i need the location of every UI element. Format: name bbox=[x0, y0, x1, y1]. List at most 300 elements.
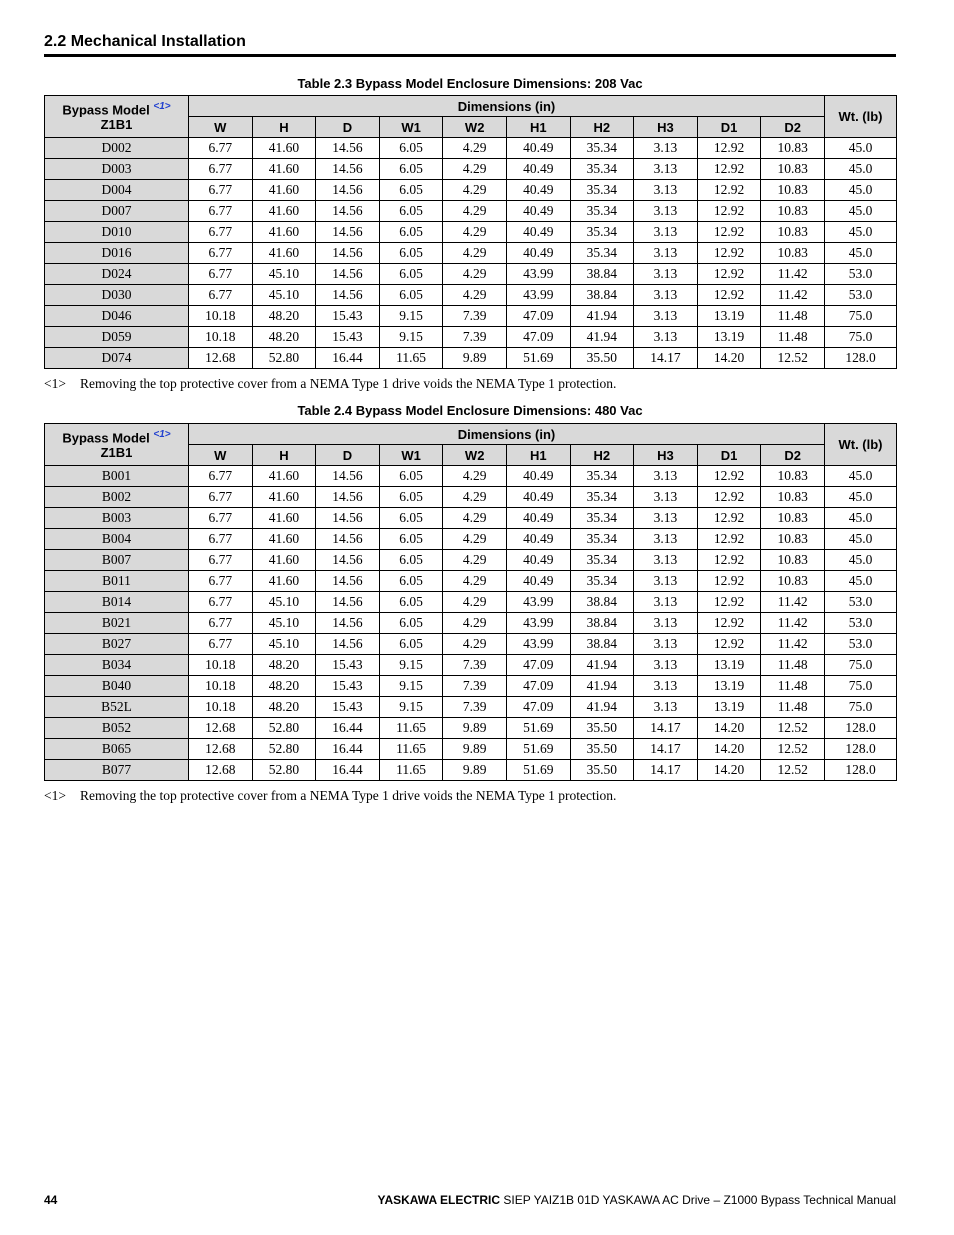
value-cell: 11.42 bbox=[761, 592, 825, 613]
model-header-line1: Bypass Model bbox=[62, 430, 150, 446]
dimensions-table-480 bbox=[44, 423, 897, 781]
table-note-480 bbox=[44, 788, 896, 804]
column-header: H2 bbox=[570, 445, 634, 466]
value-cell: 6.05 bbox=[379, 487, 443, 508]
value-cell: 11.42 bbox=[761, 613, 825, 634]
note-reference-link[interactable]: <1> bbox=[153, 428, 171, 440]
value-cell: 45.0 bbox=[825, 159, 897, 180]
value-cell: 35.34 bbox=[570, 466, 634, 487]
value-cell: 13.19 bbox=[697, 697, 761, 718]
value-cell: 75.0 bbox=[825, 306, 897, 327]
value-cell: 6.05 bbox=[379, 285, 443, 306]
value-cell: 14.17 bbox=[634, 760, 698, 781]
table-row bbox=[45, 222, 897, 243]
value-cell: 10.83 bbox=[761, 466, 825, 487]
value-cell: 41.60 bbox=[252, 201, 316, 222]
value-cell: 7.39 bbox=[443, 655, 507, 676]
value-cell: 11.65 bbox=[379, 739, 443, 760]
value-cell: 4.29 bbox=[443, 508, 507, 529]
model-cell: B065 bbox=[45, 739, 189, 760]
table-row bbox=[45, 613, 897, 634]
value-cell: 48.20 bbox=[252, 697, 316, 718]
value-cell: 40.49 bbox=[506, 222, 570, 243]
value-cell: 7.39 bbox=[443, 697, 507, 718]
model-cell: B021 bbox=[45, 613, 189, 634]
value-cell: 128.0 bbox=[825, 718, 897, 739]
model-cell: B034 bbox=[45, 655, 189, 676]
model-header-line2: Z1B1 bbox=[100, 117, 133, 133]
value-cell: 6.77 bbox=[189, 550, 253, 571]
footer-doc-title: SIEP YAIZ1B 01D YASKAWA AC Drive – Z1000 Bypass Technical Manual bbox=[500, 1193, 896, 1207]
section-title: 2.2 Mechanical Installation bbox=[44, 33, 896, 57]
value-cell: 75.0 bbox=[825, 676, 897, 697]
value-cell: 53.0 bbox=[825, 592, 897, 613]
table-caption-480: Table 2.4 Bypass Model Enclosure Dimensions: 480 Vac bbox=[297, 403, 643, 418]
value-cell: 128.0 bbox=[825, 760, 897, 781]
value-cell: 15.43 bbox=[316, 697, 380, 718]
value-cell: 35.50 bbox=[570, 739, 634, 760]
value-cell: 48.20 bbox=[252, 306, 316, 327]
value-cell: 10.83 bbox=[761, 550, 825, 571]
value-cell: 15.43 bbox=[316, 327, 380, 348]
value-cell: 9.15 bbox=[379, 655, 443, 676]
table-row bbox=[45, 243, 897, 264]
value-cell: 14.56 bbox=[316, 571, 380, 592]
weight-header: Wt. (lb) bbox=[825, 424, 897, 466]
value-cell: 12.68 bbox=[189, 718, 253, 739]
value-cell: 3.13 bbox=[634, 138, 698, 159]
value-cell: 6.77 bbox=[189, 285, 253, 306]
value-cell: 40.49 bbox=[506, 487, 570, 508]
value-cell: 12.92 bbox=[697, 487, 761, 508]
value-cell: 12.92 bbox=[697, 138, 761, 159]
value-cell: 12.92 bbox=[697, 285, 761, 306]
value-cell: 41.60 bbox=[252, 571, 316, 592]
value-cell: 52.80 bbox=[252, 718, 316, 739]
value-cell: 40.49 bbox=[506, 571, 570, 592]
footer-doc-info bbox=[378, 1193, 896, 1207]
value-cell: 45.0 bbox=[825, 529, 897, 550]
model-header bbox=[45, 424, 189, 466]
table-row bbox=[45, 508, 897, 529]
model-cell: B040 bbox=[45, 676, 189, 697]
value-cell: 14.56 bbox=[316, 159, 380, 180]
value-cell: 10.83 bbox=[761, 138, 825, 159]
value-cell: 41.60 bbox=[252, 529, 316, 550]
value-cell: 41.60 bbox=[252, 487, 316, 508]
column-header: D1 bbox=[697, 445, 761, 466]
value-cell: 16.44 bbox=[316, 718, 380, 739]
value-cell: 6.77 bbox=[189, 613, 253, 634]
value-cell: 12.68 bbox=[189, 760, 253, 781]
column-header: D2 bbox=[761, 117, 825, 138]
value-cell: 4.29 bbox=[443, 243, 507, 264]
value-cell: 12.92 bbox=[697, 180, 761, 201]
column-header: D bbox=[316, 445, 380, 466]
value-cell: 43.99 bbox=[506, 592, 570, 613]
value-cell: 41.60 bbox=[252, 159, 316, 180]
value-cell: 10.83 bbox=[761, 571, 825, 592]
value-cell: 75.0 bbox=[825, 655, 897, 676]
value-cell: 6.77 bbox=[189, 487, 253, 508]
column-header: D2 bbox=[761, 445, 825, 466]
value-cell: 35.34 bbox=[570, 550, 634, 571]
note-reference-link[interactable]: <1> bbox=[153, 100, 171, 112]
table-row bbox=[45, 592, 897, 613]
value-cell: 6.05 bbox=[379, 508, 443, 529]
value-cell: 16.44 bbox=[316, 739, 380, 760]
value-cell: 12.92 bbox=[697, 201, 761, 222]
value-cell: 9.15 bbox=[379, 697, 443, 718]
value-cell: 9.89 bbox=[443, 739, 507, 760]
value-cell: 13.19 bbox=[697, 306, 761, 327]
value-cell: 38.84 bbox=[570, 285, 634, 306]
value-cell: 12.52 bbox=[761, 348, 825, 369]
value-cell: 11.42 bbox=[761, 264, 825, 285]
value-cell: 52.80 bbox=[252, 760, 316, 781]
table-row bbox=[45, 676, 897, 697]
value-cell: 41.94 bbox=[570, 697, 634, 718]
value-cell: 41.60 bbox=[252, 180, 316, 201]
value-cell: 10.83 bbox=[761, 243, 825, 264]
value-cell: 6.05 bbox=[379, 571, 443, 592]
value-cell: 4.29 bbox=[443, 285, 507, 306]
value-cell: 4.29 bbox=[443, 180, 507, 201]
value-cell: 4.29 bbox=[443, 201, 507, 222]
value-cell: 47.09 bbox=[506, 655, 570, 676]
table-caption-208: Table 2.3 Bypass Model Enclosure Dimensions: 208 Vac bbox=[297, 76, 643, 91]
table-body bbox=[45, 138, 897, 369]
value-cell: 47.09 bbox=[506, 306, 570, 327]
value-cell: 45.0 bbox=[825, 180, 897, 201]
value-cell: 45.10 bbox=[252, 285, 316, 306]
value-cell: 12.52 bbox=[761, 718, 825, 739]
value-cell: 3.13 bbox=[634, 508, 698, 529]
value-cell: 35.34 bbox=[570, 487, 634, 508]
value-cell: 40.49 bbox=[506, 180, 570, 201]
value-cell: 3.13 bbox=[634, 159, 698, 180]
value-cell: 51.69 bbox=[506, 739, 570, 760]
model-cell: D004 bbox=[45, 180, 189, 201]
model-cell: D003 bbox=[45, 159, 189, 180]
value-cell: 4.29 bbox=[443, 487, 507, 508]
table-row bbox=[45, 285, 897, 306]
page-number: 44 bbox=[44, 1193, 58, 1207]
value-cell: 6.05 bbox=[379, 550, 443, 571]
column-header: W2 bbox=[443, 445, 507, 466]
model-cell: D002 bbox=[45, 138, 189, 159]
value-cell: 10.83 bbox=[761, 159, 825, 180]
value-cell: 4.29 bbox=[443, 529, 507, 550]
value-cell: 3.13 bbox=[634, 676, 698, 697]
value-cell: 11.48 bbox=[761, 655, 825, 676]
value-cell: 6.77 bbox=[189, 529, 253, 550]
value-cell: 3.13 bbox=[634, 550, 698, 571]
value-cell: 14.56 bbox=[316, 529, 380, 550]
value-cell: 45.10 bbox=[252, 592, 316, 613]
value-cell: 45.0 bbox=[825, 243, 897, 264]
value-cell: 11.48 bbox=[761, 697, 825, 718]
value-cell: 12.68 bbox=[189, 348, 253, 369]
model-header-line2: Z1B1 bbox=[100, 445, 133, 461]
value-cell: 12.92 bbox=[697, 592, 761, 613]
value-cell: 6.05 bbox=[379, 138, 443, 159]
value-cell: 35.34 bbox=[570, 180, 634, 201]
value-cell: 6.77 bbox=[189, 159, 253, 180]
value-cell: 12.52 bbox=[761, 760, 825, 781]
value-cell: 45.0 bbox=[825, 222, 897, 243]
note-text: Removing the top protective cover from a NEMA Type 1 drive voids the NEMA Type 1 protection. bbox=[80, 376, 617, 391]
value-cell: 12.52 bbox=[761, 739, 825, 760]
value-cell: 10.18 bbox=[189, 676, 253, 697]
value-cell: 53.0 bbox=[825, 264, 897, 285]
value-cell: 10.18 bbox=[189, 655, 253, 676]
value-cell: 10.83 bbox=[761, 201, 825, 222]
value-cell: 6.05 bbox=[379, 180, 443, 201]
value-cell: 12.92 bbox=[697, 243, 761, 264]
model-cell: B003 bbox=[45, 508, 189, 529]
value-cell: 48.20 bbox=[252, 676, 316, 697]
value-cell: 11.65 bbox=[379, 348, 443, 369]
value-cell: 14.17 bbox=[634, 739, 698, 760]
value-cell: 14.56 bbox=[316, 634, 380, 655]
value-cell: 11.65 bbox=[379, 760, 443, 781]
value-cell: 41.94 bbox=[570, 327, 634, 348]
value-cell: 6.05 bbox=[379, 529, 443, 550]
value-cell: 13.19 bbox=[697, 676, 761, 697]
dimensions-header: Dimensions (in) bbox=[189, 424, 825, 445]
value-cell: 9.89 bbox=[443, 348, 507, 369]
column-header: H1 bbox=[506, 117, 570, 138]
value-cell: 3.13 bbox=[634, 529, 698, 550]
value-cell: 6.05 bbox=[379, 466, 443, 487]
model-cell: D059 bbox=[45, 327, 189, 348]
value-cell: 128.0 bbox=[825, 348, 897, 369]
value-cell: 10.83 bbox=[761, 487, 825, 508]
table-row bbox=[45, 466, 897, 487]
value-cell: 38.84 bbox=[570, 634, 634, 655]
value-cell: 12.92 bbox=[697, 550, 761, 571]
value-cell: 47.09 bbox=[506, 327, 570, 348]
value-cell: 15.43 bbox=[316, 306, 380, 327]
value-cell: 14.56 bbox=[316, 243, 380, 264]
value-cell: 14.56 bbox=[316, 138, 380, 159]
value-cell: 6.77 bbox=[189, 592, 253, 613]
value-cell: 14.17 bbox=[634, 718, 698, 739]
column-header: H2 bbox=[570, 117, 634, 138]
column-header: H3 bbox=[634, 117, 698, 138]
value-cell: 3.13 bbox=[634, 222, 698, 243]
table-row bbox=[45, 180, 897, 201]
column-header: H1 bbox=[506, 445, 570, 466]
value-cell: 12.92 bbox=[697, 529, 761, 550]
value-cell: 11.42 bbox=[761, 634, 825, 655]
model-cell: D007 bbox=[45, 201, 189, 222]
column-header: W1 bbox=[379, 445, 443, 466]
column-header: W bbox=[189, 117, 253, 138]
value-cell: 14.17 bbox=[634, 348, 698, 369]
value-cell: 45.0 bbox=[825, 550, 897, 571]
table-row bbox=[45, 550, 897, 571]
table-row bbox=[45, 529, 897, 550]
value-cell: 6.05 bbox=[379, 243, 443, 264]
value-cell: 48.20 bbox=[252, 655, 316, 676]
value-cell: 6.77 bbox=[189, 466, 253, 487]
value-cell: 38.84 bbox=[570, 613, 634, 634]
value-cell: 45.0 bbox=[825, 508, 897, 529]
value-cell: 3.13 bbox=[634, 655, 698, 676]
value-cell: 9.15 bbox=[379, 306, 443, 327]
value-cell: 128.0 bbox=[825, 739, 897, 760]
value-cell: 45.10 bbox=[252, 613, 316, 634]
value-cell: 45.0 bbox=[825, 201, 897, 222]
value-cell: 6.77 bbox=[189, 508, 253, 529]
value-cell: 6.05 bbox=[379, 159, 443, 180]
value-cell: 9.15 bbox=[379, 327, 443, 348]
value-cell: 45.0 bbox=[825, 466, 897, 487]
value-cell: 13.19 bbox=[697, 655, 761, 676]
value-cell: 7.39 bbox=[443, 327, 507, 348]
value-cell: 45.0 bbox=[825, 571, 897, 592]
value-cell: 35.34 bbox=[570, 571, 634, 592]
value-cell: 40.49 bbox=[506, 138, 570, 159]
table-row bbox=[45, 138, 897, 159]
value-cell: 41.60 bbox=[252, 138, 316, 159]
model-cell: D074 bbox=[45, 348, 189, 369]
page-footer bbox=[44, 1193, 896, 1207]
note-tag: <1> bbox=[44, 788, 66, 803]
value-cell: 6.05 bbox=[379, 613, 443, 634]
value-cell: 43.99 bbox=[506, 634, 570, 655]
value-cell: 41.60 bbox=[252, 243, 316, 264]
value-cell: 6.05 bbox=[379, 264, 443, 285]
value-cell: 11.48 bbox=[761, 327, 825, 348]
table-note-208 bbox=[44, 376, 896, 392]
model-cell: D010 bbox=[45, 222, 189, 243]
value-cell: 53.0 bbox=[825, 285, 897, 306]
value-cell: 10.18 bbox=[189, 697, 253, 718]
table-row bbox=[45, 634, 897, 655]
value-cell: 48.20 bbox=[252, 327, 316, 348]
table-row bbox=[45, 306, 897, 327]
value-cell: 12.92 bbox=[697, 222, 761, 243]
value-cell: 35.34 bbox=[570, 159, 634, 180]
value-cell: 4.29 bbox=[443, 634, 507, 655]
value-cell: 3.13 bbox=[634, 201, 698, 222]
table-row bbox=[45, 571, 897, 592]
value-cell: 38.84 bbox=[570, 264, 634, 285]
value-cell: 3.13 bbox=[634, 592, 698, 613]
value-cell: 41.94 bbox=[570, 655, 634, 676]
value-cell: 12.92 bbox=[697, 264, 761, 285]
value-cell: 14.56 bbox=[316, 264, 380, 285]
value-cell: 10.18 bbox=[189, 306, 253, 327]
value-cell: 14.56 bbox=[316, 201, 380, 222]
value-cell: 14.56 bbox=[316, 466, 380, 487]
value-cell: 40.49 bbox=[506, 201, 570, 222]
value-cell: 3.13 bbox=[634, 634, 698, 655]
value-cell: 75.0 bbox=[825, 697, 897, 718]
table-row bbox=[45, 655, 897, 676]
value-cell: 4.29 bbox=[443, 222, 507, 243]
value-cell: 11.48 bbox=[761, 306, 825, 327]
dimensions-header: Dimensions (in) bbox=[189, 96, 825, 117]
value-cell: 6.77 bbox=[189, 138, 253, 159]
value-cell: 35.50 bbox=[570, 718, 634, 739]
value-cell: 40.49 bbox=[506, 159, 570, 180]
value-cell: 3.13 bbox=[634, 571, 698, 592]
value-cell: 45.0 bbox=[825, 487, 897, 508]
value-cell: 9.15 bbox=[379, 676, 443, 697]
value-cell: 12.92 bbox=[697, 508, 761, 529]
value-cell: 6.77 bbox=[189, 634, 253, 655]
model-cell: B007 bbox=[45, 550, 189, 571]
value-cell: 4.29 bbox=[443, 138, 507, 159]
value-cell: 3.13 bbox=[634, 306, 698, 327]
value-cell: 9.89 bbox=[443, 718, 507, 739]
value-cell: 35.34 bbox=[570, 201, 634, 222]
value-cell: 43.99 bbox=[506, 613, 570, 634]
value-cell: 4.29 bbox=[443, 592, 507, 613]
value-cell: 40.49 bbox=[506, 243, 570, 264]
value-cell: 40.49 bbox=[506, 466, 570, 487]
model-cell: B001 bbox=[45, 466, 189, 487]
value-cell: 10.83 bbox=[761, 222, 825, 243]
value-cell: 13.19 bbox=[697, 327, 761, 348]
value-cell: 53.0 bbox=[825, 634, 897, 655]
model-cell: D016 bbox=[45, 243, 189, 264]
value-cell: 41.94 bbox=[570, 676, 634, 697]
value-cell: 41.60 bbox=[252, 222, 316, 243]
model-cell: B077 bbox=[45, 760, 189, 781]
value-cell: 47.09 bbox=[506, 676, 570, 697]
value-cell: 6.77 bbox=[189, 222, 253, 243]
value-cell: 15.43 bbox=[316, 676, 380, 697]
model-cell: B52L bbox=[45, 697, 189, 718]
column-header: D1 bbox=[697, 117, 761, 138]
value-cell: 6.77 bbox=[189, 264, 253, 285]
table-row bbox=[45, 697, 897, 718]
value-cell: 41.60 bbox=[252, 508, 316, 529]
value-cell: 4.29 bbox=[443, 264, 507, 285]
value-cell: 35.34 bbox=[570, 222, 634, 243]
value-cell: 43.99 bbox=[506, 285, 570, 306]
value-cell: 10.18 bbox=[189, 327, 253, 348]
value-cell: 35.34 bbox=[570, 243, 634, 264]
value-cell: 41.60 bbox=[252, 550, 316, 571]
column-header: D bbox=[316, 117, 380, 138]
value-cell: 10.83 bbox=[761, 180, 825, 201]
value-cell: 12.92 bbox=[697, 159, 761, 180]
value-cell: 6.77 bbox=[189, 201, 253, 222]
weight-header: Wt. (lb) bbox=[825, 96, 897, 138]
value-cell: 14.20 bbox=[697, 718, 761, 739]
value-cell: 3.13 bbox=[634, 264, 698, 285]
model-cell: D024 bbox=[45, 264, 189, 285]
value-cell: 16.44 bbox=[316, 760, 380, 781]
value-cell: 9.89 bbox=[443, 760, 507, 781]
column-header: W2 bbox=[443, 117, 507, 138]
value-cell: 35.34 bbox=[570, 508, 634, 529]
value-cell: 6.77 bbox=[189, 571, 253, 592]
value-cell: 45.10 bbox=[252, 264, 316, 285]
value-cell: 35.50 bbox=[570, 760, 634, 781]
model-cell: D030 bbox=[45, 285, 189, 306]
value-cell: 41.60 bbox=[252, 466, 316, 487]
value-cell: 12.68 bbox=[189, 739, 253, 760]
model-cell: B014 bbox=[45, 592, 189, 613]
table-row bbox=[45, 348, 897, 369]
